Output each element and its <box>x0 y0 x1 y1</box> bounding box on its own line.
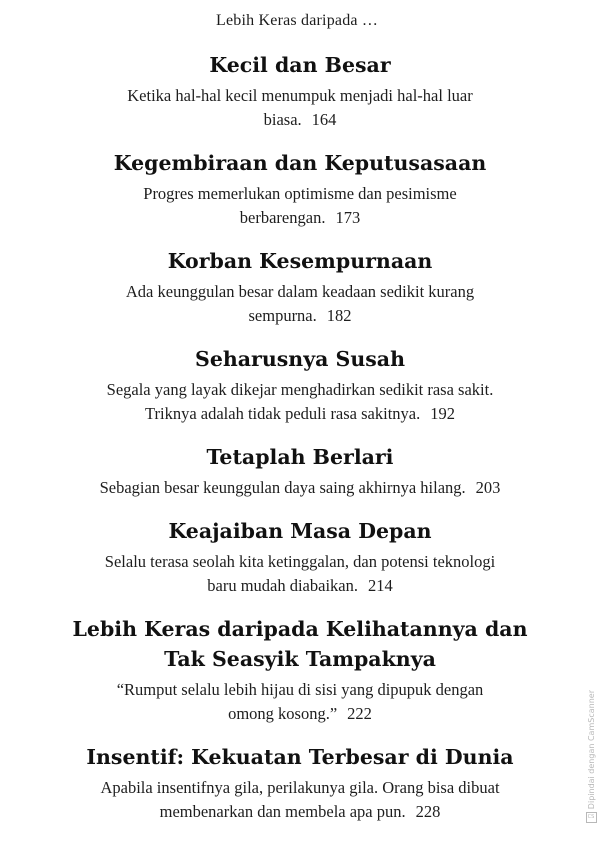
entry-desc-text: Ada keunggulan besar dalam keadaan sedikit kurang sempurna. <box>125 282 475 325</box>
entry-page-number: 173 <box>335 208 361 227</box>
toc-entry <box>0 344 600 426</box>
entry-desc-text: “Rumput selalu lebih hijau di sisi yang dipupuk dengan omong kosong.” <box>116 680 484 723</box>
entry-description <box>0 378 600 426</box>
entry-page-number: 192 <box>430 404 455 423</box>
entry-desc-text: Selalu terasa seolah kita ketinggalan, dan potensi teknologi baru mudah diabaikan. <box>104 552 496 595</box>
entry-description <box>0 280 600 328</box>
entry-page-number: 203 <box>475 478 501 497</box>
entry-page-number: 182 <box>326 306 352 325</box>
entry-desc-text: Sebagian besar keunggulan daya saing akhirnya hilang. <box>99 478 466 497</box>
toc-entry <box>0 614 600 726</box>
toc-entry <box>0 148 600 230</box>
toc-entry <box>0 742 600 824</box>
entry-title: Seharusnya Susah <box>195 347 405 371</box>
toc-entry <box>0 516 600 598</box>
entry-title: Keajaiban Masa Depan <box>168 519 432 543</box>
running-head: Lebih Keras daripada … <box>216 12 379 29</box>
entry-title: Insentif: Kekuatan Terbesar di Dunia <box>86 745 514 769</box>
entry-description <box>0 776 600 824</box>
entry-description <box>0 182 600 230</box>
camscanner-logo-icon: CS <box>586 812 597 823</box>
entry-desc-text: Segala yang layak dikejar menghadirkan sedikit rasa sakit. Triknya adalah tidak peduli rasa sakitnya. <box>106 380 494 423</box>
entry-description <box>0 84 600 132</box>
entry-title: Lebih Keras daripada Kelihatannya dan Tak Seasyik Tampaknya <box>72 617 528 671</box>
entry-title: Tetaplah Berlari <box>206 445 394 469</box>
scanner-watermark-text: Dipindai dengan CamScanner <box>586 690 596 810</box>
entry-desc-text: Ketika hal-hal kecil menumpuk menjadi hal-hal luar biasa. <box>127 86 473 129</box>
entry-description <box>0 550 600 598</box>
toc-entries <box>0 50 600 824</box>
entry-title: Kecil dan Besar <box>209 53 391 77</box>
entry-title: Kegembiraan dan Keputusasaan <box>113 151 487 175</box>
entry-page-number: 222 <box>347 704 372 723</box>
entry-page-number: 214 <box>368 576 393 595</box>
entry-desc-text: Progres memerlukan optimisme dan pesimisme berbarengan. <box>143 184 457 227</box>
entry-page-number: 164 <box>311 110 337 129</box>
scanner-watermark <box>584 690 598 840</box>
entry-page-number: 228 <box>415 802 441 821</box>
toc-entry <box>0 50 600 132</box>
toc-entry <box>0 246 600 328</box>
entry-description <box>0 678 600 726</box>
entry-title: Korban Kesempurnaan <box>167 249 433 273</box>
entry-desc-text: Apabila insentifnya gila, perilakunya gila. Orang bisa dibuat membenarkan dan membela apa pun. <box>100 778 500 821</box>
entry-description <box>0 476 600 500</box>
toc-entry <box>0 442 600 500</box>
